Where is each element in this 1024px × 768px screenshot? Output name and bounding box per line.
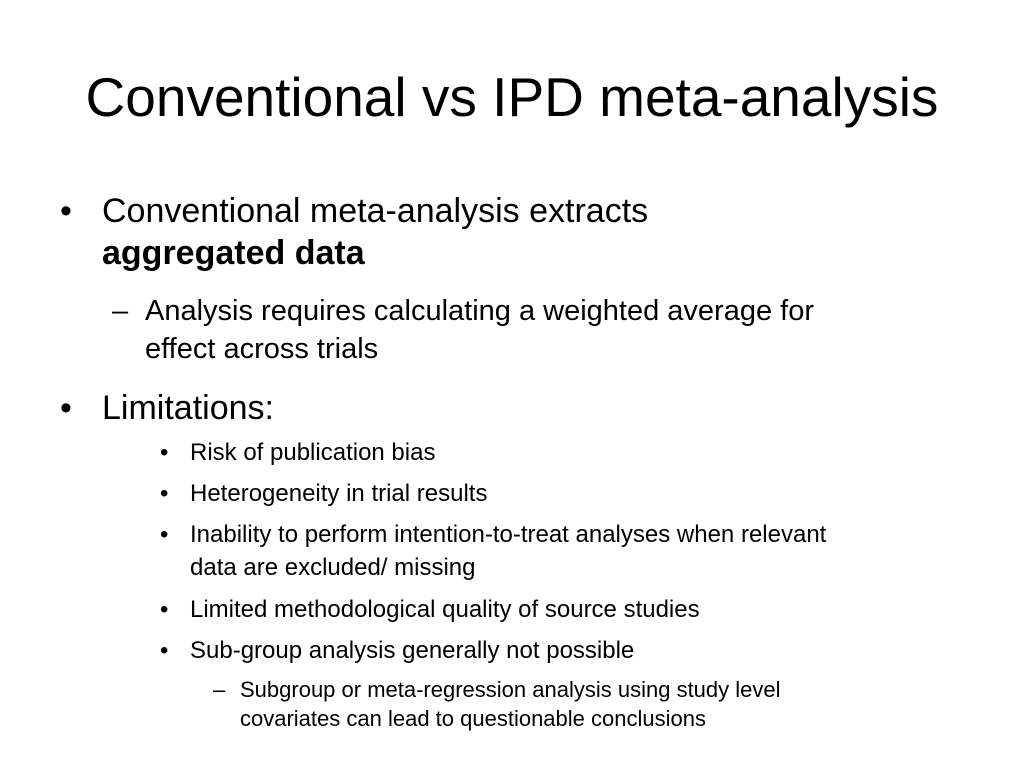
bullet-marker: •: [160, 480, 169, 507]
dash-marker: –: [112, 295, 129, 327]
bullet-text: Conventional meta-analysis extracts: [102, 192, 649, 230]
limitation-text: Sub-group analysis generally not possible: [190, 637, 635, 664]
sub-bullet-line-1: Analysis requires calculating a weighted average for: [145, 295, 814, 327]
sub-bullet-weighted-average: [112, 292, 992, 368]
bullet-text-bold: aggregated data: [102, 234, 365, 272]
bullet-marker: •: [160, 439, 169, 466]
bullet-limitations: [60, 387, 660, 429]
sub-limitation-item: [213, 675, 993, 733]
bullet-marker: •: [160, 596, 169, 623]
slide-title: Conventional vs IPD meta-analysis: [85, 66, 939, 128]
sub-limitation-line-2: covariates can lead to questionable conclusions: [240, 706, 706, 731]
bullet-aggregated-data: [60, 190, 960, 274]
sub-limitation-line-1: Subgroup or meta-regression analysis using study level: [240, 677, 781, 702]
limitation-text-line-2: data are excluded/ missing: [190, 554, 476, 581]
limitation-item: [160, 634, 980, 667]
bullet-marker: •: [60, 192, 72, 230]
limitation-item: [160, 477, 980, 510]
bullet-marker: •: [160, 521, 169, 548]
limitation-item: [160, 436, 980, 469]
limitation-text: Limited methodological quality of source studies: [190, 596, 700, 623]
sub-bullet-line-2: effect across trials: [145, 333, 379, 365]
limitation-text: Risk of publication bias: [190, 439, 436, 466]
limitation-item: [160, 593, 980, 626]
bullet-marker: •: [160, 637, 169, 664]
limitation-item: [160, 518, 1000, 584]
limitation-text: Heterogeneity in trial results: [190, 480, 488, 507]
bullet-text: Limitations:: [102, 389, 274, 427]
limitation-text-line-1: Inability to perform intention-to-treat analyses when relevant: [190, 521, 827, 548]
bullet-marker: •: [60, 389, 72, 427]
dash-marker: –: [213, 677, 226, 702]
